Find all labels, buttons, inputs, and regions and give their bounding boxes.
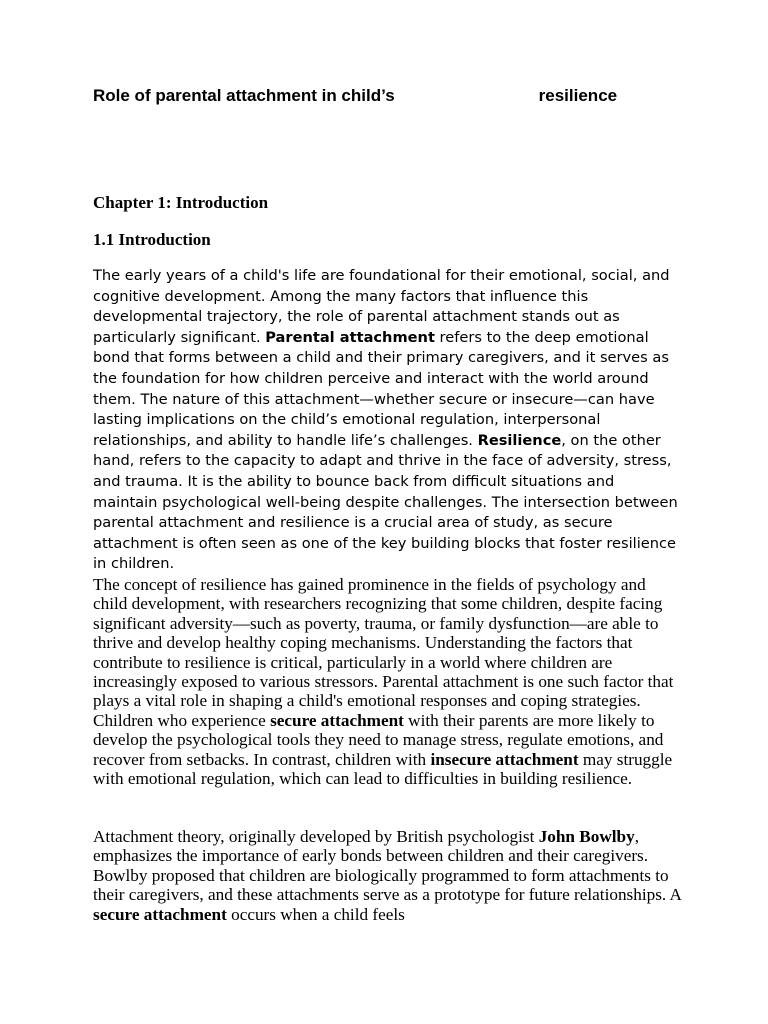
document-title <box>93 86 653 106</box>
paragraph-2 <box>93 575 683 788</box>
p2-text-2: with their parents are more likely to develop the psychological tools they need to manage stress, regulate emotions, and recover from setbacks. In contrast, children with <box>93 710 664 769</box>
paragraph-3 <box>93 827 683 924</box>
p2-bold-secure-attachment: secure attachment <box>270 710 404 730</box>
p2-text-1: The concept of resilience has gained prominence in the fields of psychology and child development, with researchers recognizing that some children, despite facing significant adversity—such as poverty, trauma, or family dysfunction—are able to thrive and develop healthy coping mechanisms. Understanding the factors that contribute to resilience is critical, particularly in a world where children are increasingly exposed to various stressors. Parental attachment is one such factor that plays a vital role in shaping a child's emotional responses and coping strategies. Children who experience <box>93 575 674 730</box>
section-heading: 1.1 Introduction <box>93 230 211 249</box>
p3-text-2: , emphasizes the importance of early bonds between children and their caregivers. Bowlby proposed that children are biologically programmed to form attachments to their caregivers, and these attachments serve as a prototype for future relationships. A <box>93 827 681 905</box>
p1-text-1: The early years of a child's life are foundational for their emotional, social, and cognitive development. Among the many factors that influence this developmental trajectory, the role of parental attachment stands out as particularly significant. <box>93 267 670 346</box>
paragraph-1 <box>93 266 683 575</box>
title-part-1: Role of parental attachment in child’s <box>93 86 395 105</box>
p3-bold-secure-attachment: secure attachment <box>93 904 227 924</box>
p1-text-3: , on the other hand, refers to the capacity to adapt and thrive in the face of adversity, stress, and trauma. It is the ability to bounce back from difficult situations and maintain psychological well-being despite challenges. The intersection between parental attachment and resilience is a crucial area of study, as secure attachment is often seen as one of the key building blocks that foster resilience in children. <box>93 431 678 573</box>
p2-text-3: may struggle with emotional regulation, which can lead to difficulties in building resilience. <box>93 749 673 789</box>
p3-text-3: occurs when a child feels <box>226 904 405 924</box>
title-part-2: resilience <box>538 86 618 105</box>
p1-text-2: refers to the deep emotional bond that forms between a child and their primary caregivers, and it serves as the foundation for how children perceive and interact with the world around them. The nature of this attachment—whether secure or insecure—can have lasting implications on the child’s emotional regulation, interpersonal relationships, and ability to handle life’s challenges. <box>93 328 669 449</box>
p1-bold-parental-attachment: Parental attachment <box>265 328 435 346</box>
p1-bold-resilience: Resilience <box>477 431 562 449</box>
p3-text-1: Attachment theory, originally developed by British psychologist <box>93 827 539 846</box>
p3-bold-john-bowlby: John Bowlby <box>538 827 635 846</box>
chapter-heading: Chapter 1: Introduction <box>93 193 269 212</box>
p2-bold-insecure-attachment: insecure attachment <box>430 749 579 769</box>
